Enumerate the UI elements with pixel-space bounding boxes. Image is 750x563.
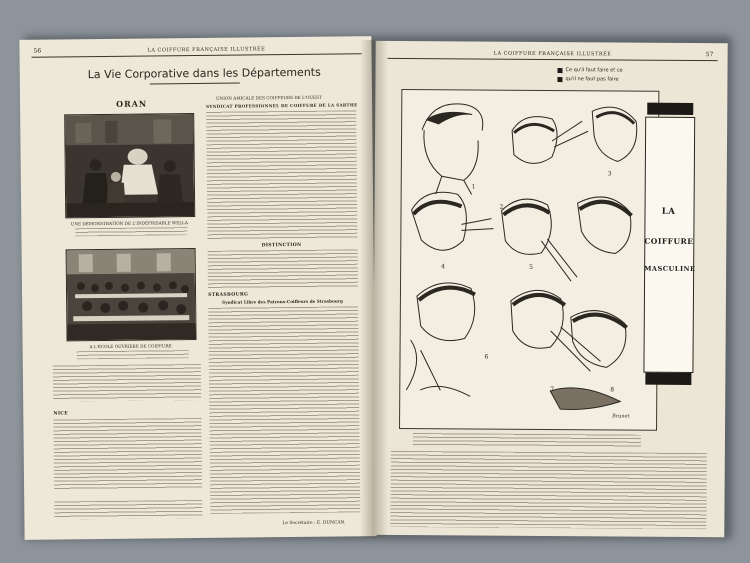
right-body-text xyxy=(390,451,707,529)
strasbourg-body-text xyxy=(208,306,360,514)
nice-body-text-2 xyxy=(54,500,202,520)
photo-school-image xyxy=(67,249,196,340)
hairstyle-illustration xyxy=(399,89,659,431)
illustration-signature: Brunet xyxy=(612,413,630,420)
hairstyle-drawings xyxy=(400,90,658,430)
sarthe-heading: SYNDICAT PROFESSIONNEL DE COIFFURE DE LA SARTHE xyxy=(206,102,358,109)
figure-number-5: 5 xyxy=(529,263,534,271)
figure-number-4: 4 xyxy=(441,263,446,271)
title-rule xyxy=(150,83,240,85)
header-rule xyxy=(32,53,362,57)
photo-school xyxy=(66,248,197,341)
right-running-head: LA COIFFURE FRANÇAISE ILLUSTRÉE xyxy=(493,50,612,58)
right-page xyxy=(372,41,727,537)
illustration-caption-text xyxy=(413,433,641,449)
union-header: UNION AMICALE DES COIFFEURS DE L'OUEST xyxy=(215,94,322,101)
left-page-number: 56 xyxy=(33,47,42,55)
sarthe-body-text xyxy=(206,110,357,240)
nice-body-text xyxy=(53,418,202,490)
figure-number-6: 6 xyxy=(484,353,489,361)
right-page-number: 57 xyxy=(705,51,714,59)
tagline-bullet-2 xyxy=(557,77,562,82)
photo-demonstration xyxy=(64,113,195,218)
vertical-title-masculine: MASCULINE xyxy=(644,264,696,274)
oran-body-text xyxy=(53,364,201,402)
section-title: La Vie Corporative dans les Départements xyxy=(87,65,321,82)
figure-number-1: 1 xyxy=(471,183,476,191)
top-black-bar xyxy=(647,103,693,115)
footer-signature: Le Secrétaire : E. DUNCAN. xyxy=(282,520,346,527)
distinction-heading: DISTINCTION xyxy=(261,242,302,249)
photo2-subcaption xyxy=(77,350,189,359)
vertical-title-la: LA xyxy=(661,206,676,217)
page-gutter xyxy=(360,40,388,538)
distinction-body-text xyxy=(208,249,358,289)
photo2-caption: A L'ÉCOLE OUVRIÈRE DE COIFFURE xyxy=(89,343,172,350)
strasbourg-heading: STRASBOURG xyxy=(208,292,249,298)
photo-demonstration-image xyxy=(65,114,194,217)
oran-heading: ORAN xyxy=(116,98,148,109)
tagline-line2: qu'il ne faut pas faire xyxy=(565,76,619,83)
vertical-title-coiffure: COIFFURE xyxy=(644,236,694,247)
nice-heading: NICE xyxy=(53,411,69,417)
figure-number-7: 7 xyxy=(550,386,555,394)
photo1-subcaption xyxy=(75,227,187,236)
bottom-black-bar xyxy=(645,373,691,385)
left-page xyxy=(19,36,376,540)
photo1-caption: UNE DÉMONSTRATION DE L'INDÉFRISABLE WELLA xyxy=(70,220,188,227)
right-header-rule xyxy=(388,58,718,61)
figure-number-2: 2 xyxy=(499,203,504,211)
strasbourg-subheading: Syndicat Libre des Patrons-Coiffeurs de Strasbourg xyxy=(222,298,343,305)
left-running-head: LA COIFFURE FRANÇAISE ILLUSTRÉE xyxy=(147,46,266,54)
tagline-bullet-1 xyxy=(558,68,563,73)
tagline-line1: Ce qu'il faut faire et ce xyxy=(565,67,623,74)
figure-number-3: 3 xyxy=(607,170,612,178)
figure-number-8: 8 xyxy=(610,386,615,394)
